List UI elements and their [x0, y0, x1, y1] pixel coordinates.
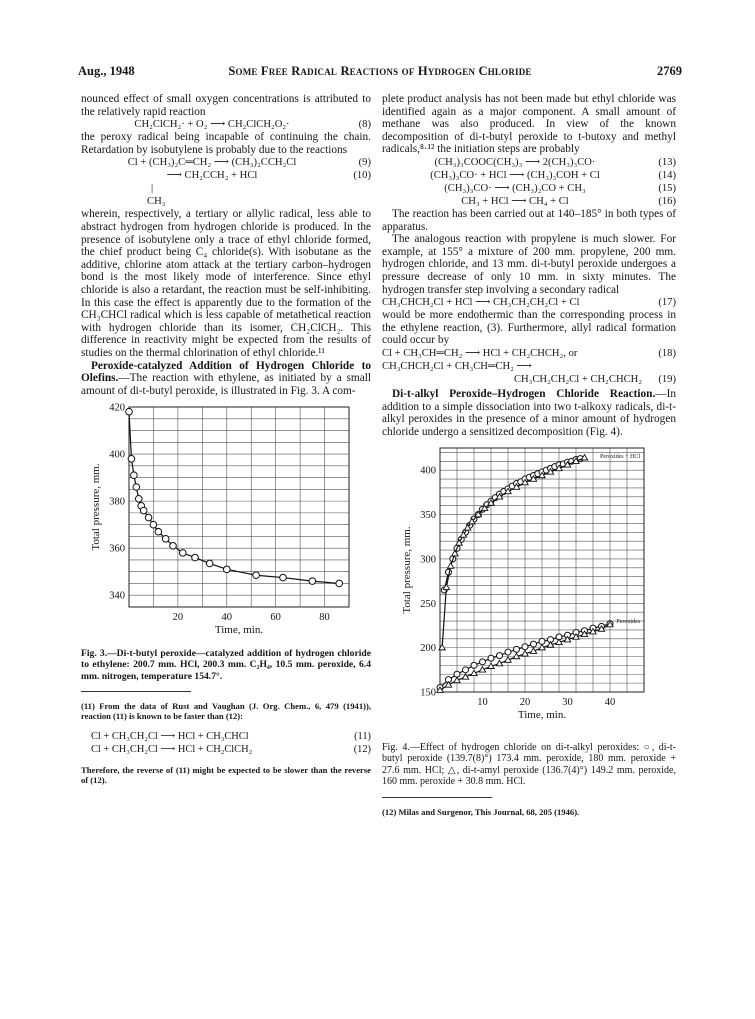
x-tick-label: 10: [477, 697, 488, 709]
equation-19: CH₃CH₂CH₂Cl + CH₂CHCH₂ (19): [513, 373, 676, 385]
data-point: [522, 644, 528, 650]
data-point: [126, 409, 133, 416]
data-point: [155, 529, 162, 536]
running-header: [78, 64, 682, 80]
data-point: [253, 572, 260, 579]
data-point: [454, 672, 460, 678]
data-point: [488, 656, 494, 662]
x-tick-label: 40: [221, 612, 233, 624]
figure-3-caption: Fig. 3.—Di-t-butyl peroxide—catalyzed addition of hydrogen chloride to ethylene: 200.7 mm. HCl, 200.3 mm. C₂H₄, 10.5 mm. peroxide, 6.4 mm. nitrogen, temperature 154.7°.: [81, 648, 371, 682]
y-tick-label: 340: [109, 591, 125, 603]
data-point: [206, 560, 213, 567]
equation-19-first-line: CH₃CHCH₂Cl + CH₃CH═CH₂ ⟶: [382, 360, 532, 372]
y-tick-label: 420: [109, 402, 125, 414]
y-tick-label: 400: [420, 465, 436, 477]
y-tick-label: 350: [420, 510, 436, 522]
data-point: [480, 659, 486, 665]
equation-8: CH₂ClCH₂· + O₂ ⟶ CH₂ClCH₂O₂· (8): [134, 119, 371, 131]
data-point: [145, 515, 152, 522]
figure-4-caption: Fig. 4.—Effect of hydrogen chloride on di-t-alkyl peroxides: ○, di-t-butyl peroxide (139.7(8)°) 173.4 mm. peroxide, 180 mm. peroxide + 27.6 mm. HCl; △, di-t-amyl peroxide (136.7(4)°) 149.2 mm. peroxide, 160 mm. peroxide + 30.8 mm. HCl.: [382, 742, 676, 787]
x-tick-label: 60: [270, 612, 281, 624]
equation-14: (CH₃)₃CO· + HCl ⟶ (CH₃)₃COH + Cl (14): [430, 169, 676, 181]
equation-10-methyl: CH₃: [147, 196, 166, 208]
page-number: 2769: [657, 64, 682, 78]
equation-18: Cl + CH₃CH═CH₂ ⟶ HCl + CH₂CHCH₂, or (18): [382, 347, 676, 359]
equation-9: Cl + (CH₃)₂C═CH₂ ⟶ (CH₃)₂CCH₂Cl (9): [127, 157, 371, 169]
figure-3-chart: [81, 399, 371, 647]
x-tick-label: 20: [172, 612, 184, 624]
y-tick-label: 400: [109, 449, 125, 461]
data-point: [133, 484, 140, 491]
data-point: [179, 550, 186, 557]
x-tick-label: 80: [319, 612, 330, 624]
x-tick-label: 30: [562, 697, 573, 709]
equation-13: (CH₃)₃COOC(CH₃)₃ ⟶ 2(CH₃)₃CO· (13): [434, 156, 676, 168]
equation-15: (CH₃)₃CO· ⟶ (CH₃)₂CO + CH₃ (15): [444, 182, 676, 194]
paragraph: wherein, respectively, a tertiary or allylic radical, less able to abstract hydrogen from hydrogen chloride is produced. In the presence of isobutylene only a trace of ethyl chloride formed, the chief product being C₄ chloride(s). With isobutane as the additive, chlorine atom attack at the tertiary carbon–hydrogen bond is the most likely mode of interference. Since ethyl chloride is also a retardant, the reaction must be self-inhibiting. In this case the effect is apparently due to the formation of the CH₃CHCl radical which is less capable of metathetical reaction with hydrogen chloride than its isomer, CH₂ClCH₂. This difference in reactivity might be expected from the results of studies on the thermal chlorination of ethyl chloride.¹¹: [81, 208, 371, 359]
series-line: [129, 412, 339, 584]
y-axis-label: Total pressure, mm.: [401, 526, 413, 614]
running-title: Some Free Radical Reactions of Hydrogen Chloride: [228, 64, 532, 78]
plot-frame: [129, 407, 349, 607]
y-tick-label: 300: [420, 554, 436, 566]
equation-11: Cl + CH₃CH₂Cl ⟶ HCl + CH₃CHCl (11): [91, 731, 371, 743]
paragraph: the peroxy radical being incapable of continuing the chain. Retardation by isobutylene is probably due to the reactions: [81, 131, 371, 156]
data-point: [336, 580, 343, 587]
data-point: [223, 566, 230, 573]
data-point: [447, 563, 453, 568]
data-point: [135, 496, 142, 503]
data-point: [170, 543, 177, 550]
footnote-12: (12) Milas and Surgenor, This Journal, 68, 205 (1946).: [382, 806, 580, 817]
data-point: [140, 508, 147, 515]
x-axis-label: Time, min.: [517, 709, 567, 722]
data-point: [497, 653, 503, 659]
equation-17: CH₃CHCH₂Cl + HCl ⟶ CH₃CH₂CH₂Cl + Cl (17): [382, 297, 676, 309]
legend-peroxides-hcl: Peroxides + HCl: [599, 454, 640, 461]
data-point: [280, 575, 287, 582]
y-axis-label: Total pressure, mm.: [90, 463, 102, 551]
section-paragraph: Di-t-alkyl Peroxide–Hydrogen Chloride Reaction.—In addition to a simple dissociation into two t-alkoxy radicals, di-t-alkyl peroxides in the presence of a minor amount of hydrogen chloride undergo a sensitized decomposition (Fig. 4).: [382, 387, 676, 438]
paragraph: would be more endothermic than the corresponding process in the ethylene reaction, (3). Furthermore, allyl radical formation could occur by: [382, 309, 676, 347]
section-paragraph: Peroxide-catalyzed Addition of Hydrogen Chloride to Olefins.—The reaction with ethylene, as initiated by a small amount of di-t-butyl peroxide, is illustrated in Fig. 3. A com-: [81, 359, 371, 397]
y-tick-label: 250: [420, 599, 436, 611]
x-axis-label: Time, min.: [214, 624, 264, 637]
paragraph: The reaction has been carried out at 140–185° in both types of apparatus.: [382, 207, 676, 233]
x-tick-label: 40: [604, 697, 616, 709]
footnote-11: (11) From the data of Rust and Vaughan (J. Org. Chem., 6, 479 (1941)), reaction (11) is known to be faster than (12):: [81, 701, 371, 722]
y-tick-label: 200: [420, 643, 436, 655]
data-point: [128, 456, 135, 463]
footnote-rule: [81, 691, 191, 692]
data-point: [131, 472, 138, 479]
data-point: [471, 663, 477, 669]
data-point: [162, 536, 169, 543]
legend-peroxides: Peroxides: [616, 619, 640, 626]
x-tick-label: 20: [519, 697, 531, 709]
data-point: [463, 667, 469, 673]
paragraph: plete product analysis has not been made but ethyl chloride was identified again as a major component. A small amount of methane was also produced. In view of the known decomposition of di-t-butyl peroxide to t-butoxy and methyl radicals,⁸·¹² the initiation steps are probably: [382, 93, 676, 156]
y-tick-label: 380: [109, 496, 125, 508]
data-point: [531, 641, 537, 647]
right-column: [382, 93, 676, 826]
footnote-rule: [382, 797, 492, 798]
data-point: [539, 639, 545, 645]
footnote-11-conclusion: Therefore, the reverse of (11) might be expected to be slower than the reverse of (12).: [81, 765, 371, 786]
equation-16: CH₃ + HCl ⟶ CH₄ + Cl (16): [461, 195, 676, 207]
equation-12: Cl + CH₃CH₂Cl ⟶ HCl + CH₂ClCH₂ (12): [91, 744, 371, 756]
paragraph: nounced effect of small oxygen concentrations is attributed to the relatively rapid reaction: [81, 93, 371, 118]
data-point: [514, 647, 520, 653]
y-tick-label: 150: [420, 687, 436, 699]
section-heading: Di-t-alkyl Peroxide–Hydrogen Chloride Reaction.: [392, 387, 656, 400]
series-line: [444, 459, 580, 590]
data-point: [309, 578, 316, 585]
figure-4-chart: [382, 440, 676, 732]
section-heading: Peroxide-catalyzed Addition of Hydrogen Chloride to Olefins.: [81, 359, 371, 385]
data-point: [150, 522, 157, 529]
issue-date: Aug., 1948: [78, 64, 135, 78]
y-tick-label: 360: [109, 543, 125, 555]
left-column: [81, 93, 371, 794]
data-point: [192, 555, 199, 562]
equation-10-substituent: |: [151, 183, 154, 195]
equation-10: ⟶ CH₂CCH₂ + HCl (10): [166, 170, 371, 182]
paragraph: The analogous reaction with propylene is much slower. For example, at 155° a mixture of 200 mm. propylene, 200 mm. hydrogen chloride, and 13 mm. di-t-butyl peroxide undergoes a pressure decrease of only 10 mm. in sixty minutes. The hydrogen transfer step involving a secondary radical: [382, 233, 676, 296]
data-point: [445, 682, 451, 687]
data-point: [505, 649, 511, 655]
